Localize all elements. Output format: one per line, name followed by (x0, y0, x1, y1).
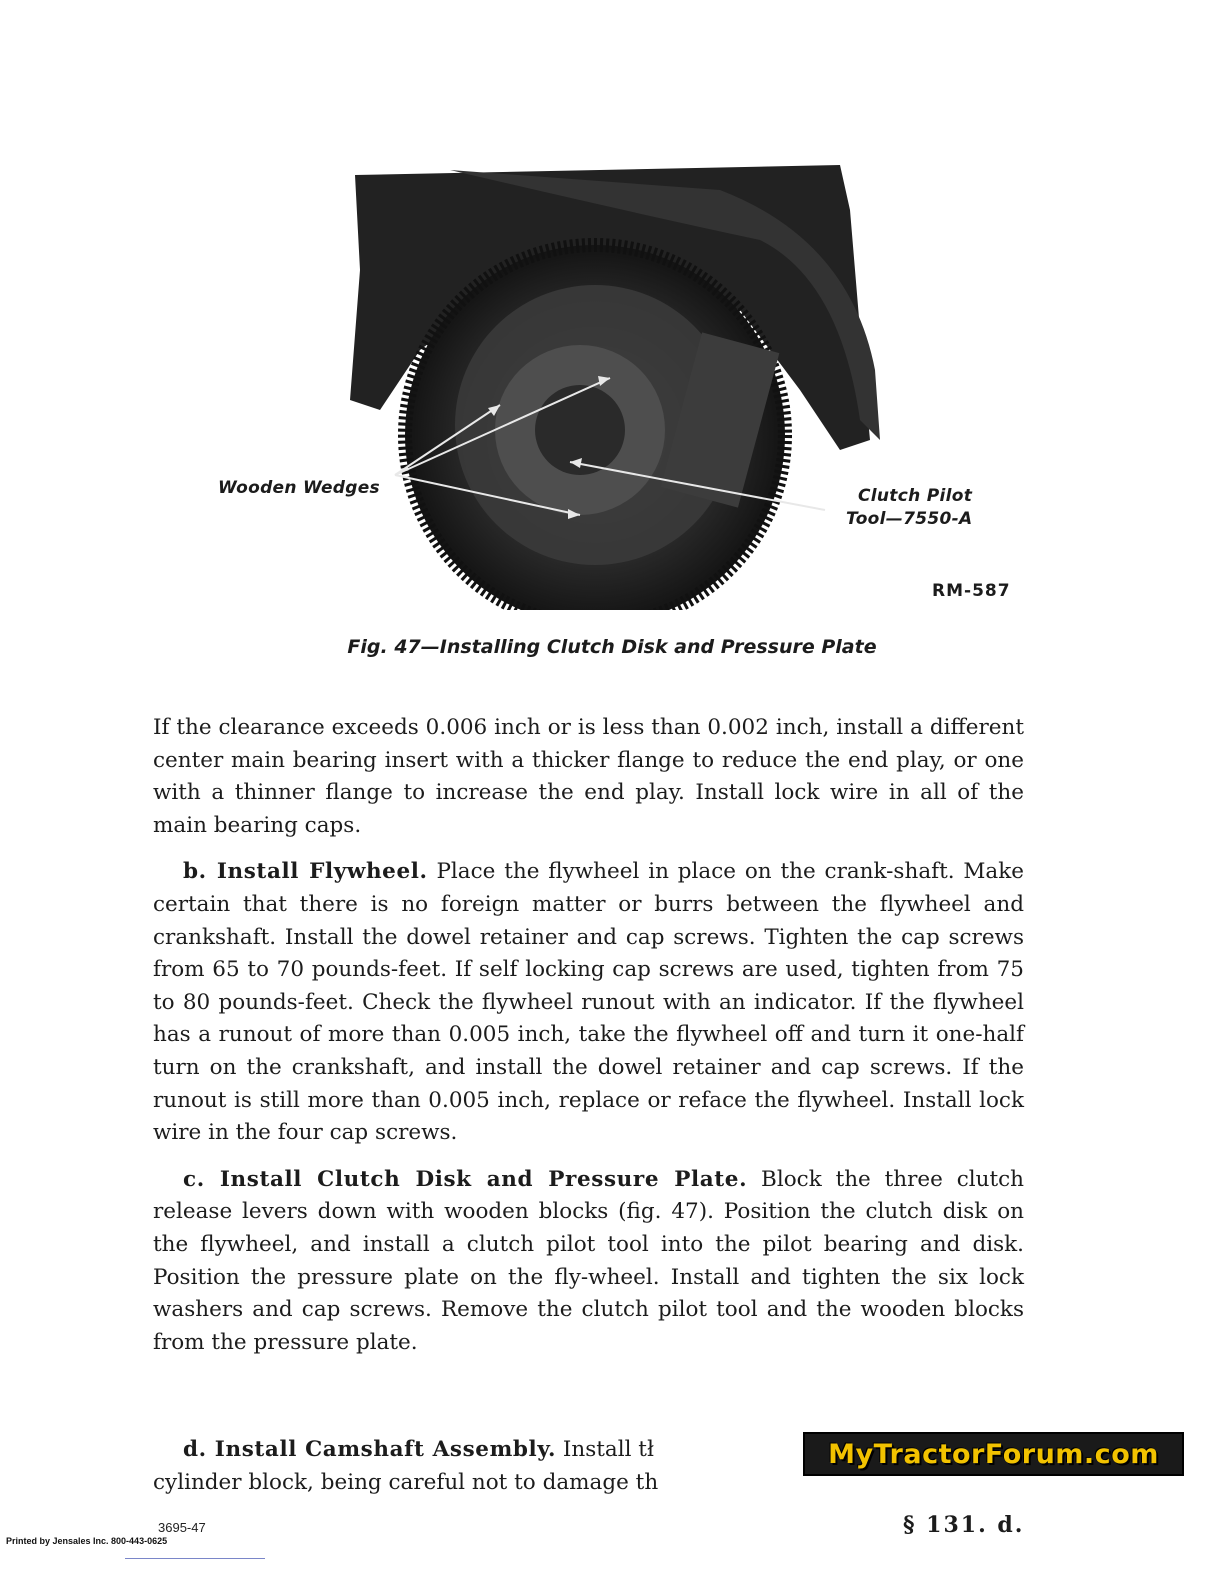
watermark-logo: MyTractorForum.com (803, 1432, 1184, 1476)
callout-clutch-pilot-2: Tool—7550-A (846, 509, 973, 529)
document-code: 3695-47 (158, 1520, 206, 1535)
footer-rule (125, 1558, 265, 1559)
paragraph-clutch (153, 1164, 1024, 1360)
paragraph-camshaft (153, 1434, 783, 1499)
section-number: § 131. d. (903, 1512, 1025, 1538)
text-install-flywheel: Place the flywheel in place on the crank-shaft. Make certain that there is no foreign matter or burrs between the flywheel and crankshaft. Install the dowel retainer and cap screws. Tighten the cap screws from 65 to 70 pounds-feet. If self locking cap screws are used, tighten from 75 to 80 pounds-feet. Check the flywheel runout with an indicator. If the flywheel has a runout of more than 0.005 inch, take the flywheel off and turn it one-half turn on the crankshaft, and install the dowel retainer and cap screws. If the runout is still more than 0.005 inch, replace or reface the flywheel. Install lock wire in the four cap screws. (153, 859, 1024, 1146)
callout-wooden-wedges: Wooden Wedges (218, 478, 380, 498)
heading-install-camshaft: d. Install Camshaft Assembly. (183, 1437, 557, 1462)
figure-photo (200, 150, 1040, 610)
camshaft-text-1: Install tł (556, 1437, 654, 1462)
figure-id: RM-587 (932, 581, 1011, 601)
heading-install-flywheel: b. Install Flywheel. (183, 859, 428, 885)
callout-clutch-pilot-1: Clutch Pilot (858, 486, 973, 506)
heading-install-clutch: c. Install Clutch Disk and Pressure Plate. (183, 1166, 748, 1192)
paragraph-clearance: If the clearance exceeds 0.006 inch or is less than 0.002 inch, install a different center main bearing insert with a thicker flange to reduce the end play, or one with a thinner flange to increase the end play. Install lock wire in all of the main bearing caps. (153, 715, 1024, 838)
body-text (153, 712, 1024, 1373)
camshaft-line-1 (153, 1434, 783, 1467)
printer-credit: Printed by Jensales Inc. 800-443-0625 (6, 1536, 168, 1546)
text-install-clutch: Block the three clutch release levers down with wooden blocks (fig. 47). Position the clutch disk on the flywheel, and install a clutch pilot tool into the pilot bearing and disk. Position the pressure plate on the fly-wheel. Install and tighten the six lock washers and cap screws. Remove the clutch pilot tool and the wooden blocks from the pressure plate. (153, 1166, 1025, 1355)
camshaft-line-2: cylinder block, being careful not to damage th (153, 1469, 659, 1495)
clutch-flywheel-photo (200, 150, 1040, 610)
figure-caption: Fig. 47—Installing Clutch Disk and Pressure Plate (347, 636, 877, 658)
paragraph-flywheel (153, 856, 1024, 1149)
